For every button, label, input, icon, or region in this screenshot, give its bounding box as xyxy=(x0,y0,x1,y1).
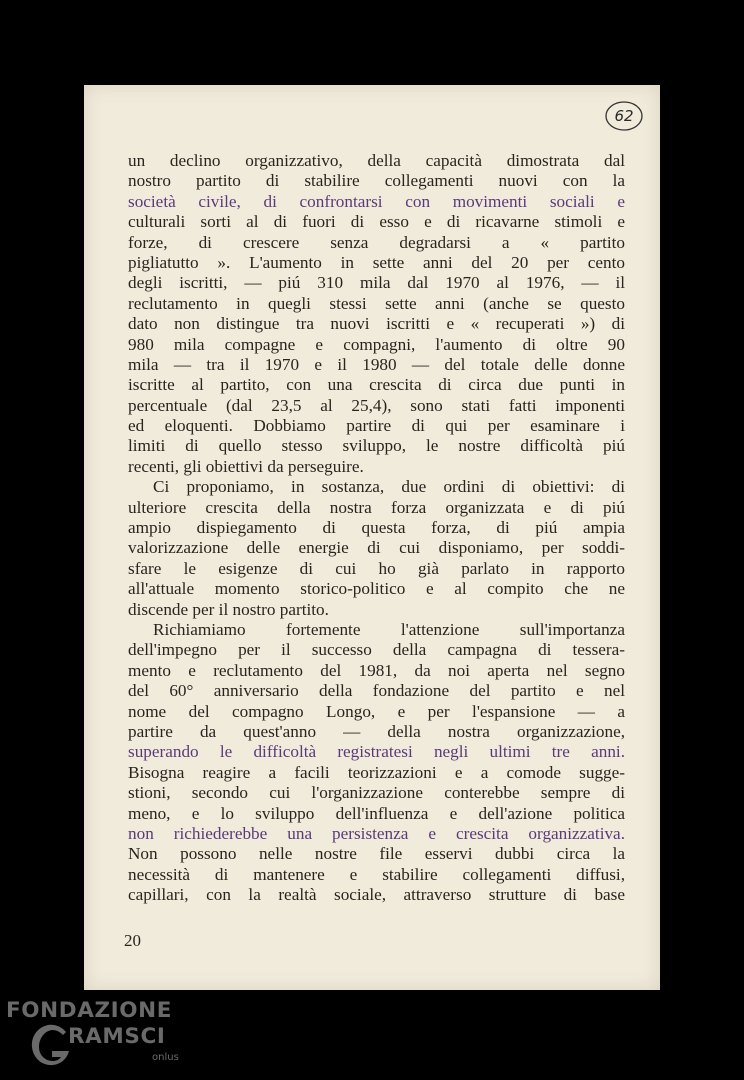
logo-line-1: FONDAZIONE xyxy=(6,998,172,1023)
text-line: nostro partito di stabilire collegamenti nuovi con la xyxy=(128,171,625,191)
text-line: degli iscritti, — piú 310 mila dal 1970 al 1976, — il xyxy=(128,273,625,293)
text-line: sfare le esigenze di cui ho già parlato in rapporto xyxy=(128,558,625,578)
text-line: all'attuale momento storico-politico e al compito che ne xyxy=(128,579,625,599)
text-line: necessità di mantenere e stabilire collegamenti diffusi, xyxy=(128,864,625,884)
text-line: mila — tra il 1970 e il 1980 — del totale delle donne xyxy=(128,354,625,374)
text-line: mento e reclutamento del 1981, da noi aperta nel segno xyxy=(128,660,625,680)
text-line: 980 mila compagne e compagni, l'aumento di oltre 90 xyxy=(128,334,625,354)
text-line: iscritte al partito, con una crescita di circa due punti in xyxy=(128,375,625,395)
text-line: stioni, secondo cui l'organizzazione conterebbe sempre di xyxy=(128,783,625,803)
text-line: ulteriore crescita della nostra forza organizzata e di piú xyxy=(128,497,625,517)
text-line: meno, e lo sviluppo dell'influenza e dell'azione politica xyxy=(128,803,625,823)
text-line: limiti di quello stesso sviluppo, le nostre difficoltà piú xyxy=(128,436,625,456)
text-line: reclutamento in quegli stessi sette anni (anche se questo xyxy=(128,293,625,313)
fondazione-gramsci-logo xyxy=(6,998,206,1078)
scanned-page xyxy=(84,85,660,990)
text-line: discende per il nostro partito. xyxy=(128,599,329,619)
annotation-number: 62 xyxy=(614,107,634,125)
logo-suffix: onlus xyxy=(152,1052,179,1063)
text-line: valorizzazione delle energie di cui disponiamo, per soddi- xyxy=(128,538,625,558)
text-line-highlighted: non richiederebbe una persistenza e crescita organizzativa. xyxy=(128,823,625,843)
text-line-highlighted: società civile, di confrontarsi con movimenti sociali e xyxy=(128,191,625,211)
paragraph-first-line: Richiamiamo fortemente l'attenzione sull'importanza xyxy=(153,619,625,639)
text-line: ampio dispiegamento di questa forza, di piú ampia xyxy=(128,518,625,538)
text-line: nome del compagno Longo, e per l'espansione — a xyxy=(128,701,625,721)
text-line-highlighted: superando le difficoltà registratesi negli ultimi tre anni. xyxy=(128,742,625,762)
text-line: culturali sorti al di fuori di esso e di ricavarne stimoli e xyxy=(128,212,625,232)
text-line: ed eloquenti. Dobbiamo partire di qui per esaminare i xyxy=(128,416,625,436)
body-text xyxy=(128,151,625,905)
logo-line-2: RAMSCI xyxy=(68,1024,166,1049)
text-line: Bisogna reagire a facili teorizzazioni e a comode sugge- xyxy=(128,762,625,782)
text-line: forze, di crescere senza degradarsi a « partito xyxy=(128,232,625,252)
paragraph-first-line: Ci proponiamo, in sostanza, due ordini di obiettivi: di xyxy=(153,477,625,497)
text-line: partire da quest'anno — della nostra organizzazione, xyxy=(128,721,625,741)
text-line: pigliatutto ». L'aumento in sette anni del 20 per cento xyxy=(128,252,625,272)
page-number: 20 xyxy=(124,931,141,950)
text-line: Non possono nelle nostre file esservi dubbi circa la xyxy=(128,844,625,864)
text-line: dell'impegno per il successo della campagna di tessera- xyxy=(128,640,625,660)
text-line: capillari, con la realtà sociale, attraverso strutture di base xyxy=(128,885,625,905)
text-line: recenti, gli obiettivi da perseguire. xyxy=(128,456,364,476)
text-line: dato non distingue tra nuovi iscritti e « recuperati ») di xyxy=(128,314,625,334)
text-line: percentuale (dal 23,5 al 25,4), sono stati fatti imponenti xyxy=(128,395,625,415)
handwritten-page-annotation xyxy=(604,99,644,133)
text-line: un declino organizzativo, della capacità dimostrata dal xyxy=(128,151,625,170)
text-line: del 60° anniversario della fondazione del partito e nel xyxy=(128,681,625,701)
